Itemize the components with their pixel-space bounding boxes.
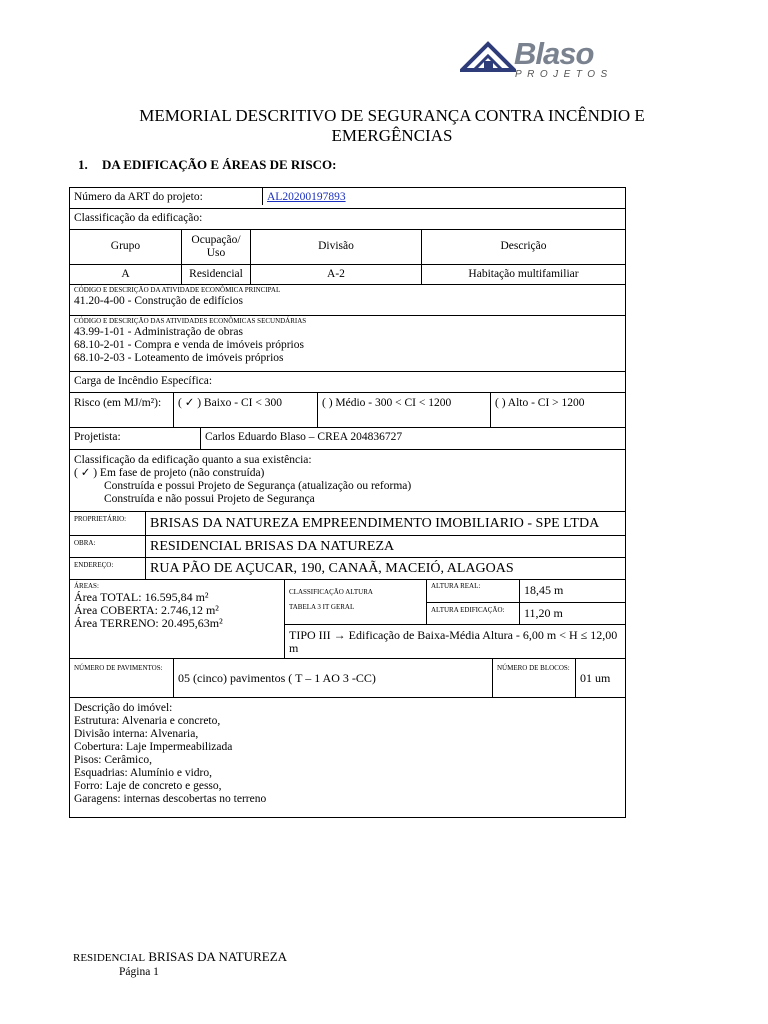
atividade-principal-label: CÓDIGO E DESCRIÇÃO DA ATIVIDADE ECONÔMICA PRINCIPAL	[74, 286, 281, 294]
proprietario-grid	[70, 512, 625, 579]
section-heading	[78, 157, 336, 173]
area-total: Área TOTAL: 16.595,84 m²	[74, 590, 209, 604]
section-title: DA EDIFICAÇÃO E ÁREAS DE RISCO:	[102, 157, 337, 172]
areas-label: ÁREAS:	[74, 582, 99, 590]
atividade-secundaria-item: 68.10-2-03 - Loteamento de imóveis próprios	[74, 352, 284, 364]
classificacao-altura-label: CLASSIFICAÇÃO ALTURA	[289, 588, 373, 596]
tipo-altura: TIPO III → Edificação de Baixa-Média Altura - 6,00 m < H ≤ 12,00 m	[285, 624, 626, 658]
pavimentos-value: 05 (cinco) pavimentos ( T – 1 AO 3 -CC)	[174, 659, 493, 697]
document-title: MEMORIAL DESCRITIVO DE SEGURANÇA CONTRA INCÊNDIO E EMERGÊNCIAS	[139, 106, 645, 145]
pavimentos-label: NÚMERO DE PAVIMENTOS:	[74, 664, 163, 672]
existencia-cell	[70, 450, 626, 512]
altura-edificacao-value: 11,20 m	[520, 602, 626, 624]
art-label: Número da ART do projeto:	[70, 188, 263, 205]
area-terreno: Área TERRENO: 20.495,63m²	[74, 616, 223, 630]
altura-real-label: ALTURA REAL:	[427, 580, 520, 602]
blocos-value: 01 um	[580, 670, 611, 685]
atividades-secundarias-label: CÓDIGO E DESCRIÇÃO DAS ATIVIDADES ECONÔMICAS SECUNDÁRIAS	[74, 317, 307, 325]
endereco-value: RUA PÃO DE AÇUCAR, 190, CANAÃ, MACEIÓ, ALAGOAS	[146, 557, 626, 579]
risco-grid	[70, 393, 625, 427]
proprietario-value: BRISAS DA NATUREZA EMPREENDIMENTO IMOBILIARIO - SPE LTDA	[150, 516, 600, 531]
existencia-label: Classificação da edificação quanto a sua existência:	[74, 454, 312, 466]
section-number: 1.	[78, 157, 88, 172]
descricao-item: Forro: Laje de concreto e gesso,	[74, 780, 222, 792]
footer-title-left: RESIDENCIAL	[73, 952, 146, 964]
altura-real-value: 18,45 m	[524, 583, 564, 597]
proprietario-label: PROPRIETÁRIO:	[70, 512, 146, 535]
company-logo	[460, 38, 642, 84]
atividade-principal-value: 41.20-4-00 - Construção de edifícios	[74, 295, 243, 307]
descricao-item: Garagens: internas descobertas no terreno	[74, 793, 267, 805]
projetista-grid	[70, 428, 625, 449]
footer-title-right: BRISAS DA NATUREZA	[148, 949, 288, 964]
pavimentos-grid	[70, 659, 625, 697]
endereco-label: ENDEREÇO:	[70, 557, 146, 579]
risco-label: Risco (em MJ/m²):	[70, 393, 174, 427]
descricao-item: Estrutura: Alvenaria e concreto,	[74, 715, 221, 727]
descricao-item: Divisão interna: Alvenaria,	[74, 728, 199, 740]
areas-grid	[70, 580, 625, 658]
value-divisao: A-2	[251, 264, 422, 284]
page-number: Página 1	[119, 966, 159, 978]
blocos-label-cell	[493, 659, 576, 697]
area-coberta: Área COBERTA: 2.746,12 m²	[74, 603, 219, 617]
areas-cell	[70, 580, 285, 658]
altura-edificacao-label: ALTURA EDIFICAÇÃO:	[427, 602, 520, 624]
header-divisao: Divisão	[251, 230, 422, 264]
pavimentos-label-cell	[70, 659, 174, 697]
existencia-option-sem-projeto: Construída e não possui Projeto de Segurança	[104, 493, 315, 505]
obra-value: RESIDENCIAL BRISAS DA NATUREZA	[146, 535, 626, 557]
value-descricao: Habitação multifamiliar	[422, 264, 626, 284]
atividades-secundarias-cell	[70, 316, 626, 372]
classificacao-label: Classificação da edificação:	[70, 209, 626, 230]
atividade-principal-cell	[70, 285, 626, 316]
risco-medio: ( ) Médio - 300 < CI < 1200	[318, 393, 491, 427]
tabela-label: TABELA 3 IT GERAL	[289, 603, 355, 611]
footer-title	[73, 949, 287, 965]
existencia-option-atualizacao: Construída e possui Projeto de Segurança (atualização ou reforma)	[104, 480, 412, 492]
risco-baixo: ( ✓ ) Baixo - CI < 300	[174, 393, 318, 427]
projetista-label: Projetista:	[70, 428, 201, 449]
art-link[interactable]: AL20200197893	[267, 191, 346, 203]
house-icon	[460, 40, 516, 74]
projetista-value: Carlos Eduardo Blaso – CREA 204836727	[205, 431, 403, 443]
building-table	[69, 187, 626, 818]
risco-alto: ( ) Alto - CI > 1200	[495, 397, 585, 409]
atividade-secundaria-item: 43.99-1-01 - Administração de obras	[74, 326, 243, 338]
classificacao-grid	[70, 230, 625, 284]
logo-subtitle: PROJETOS	[515, 69, 613, 80]
descricao-item: Cobertura: Laje Impermeabilizada	[74, 741, 233, 753]
atividade-secundaria-item: 68.10-2-01 - Compra e venda de imóveis próprios	[74, 339, 304, 351]
header-descricao: Descrição	[422, 230, 626, 264]
logo-brand: Blaso	[514, 36, 594, 71]
descricao-label: Descrição do imóvel:	[74, 702, 173, 714]
obra-label: OBRA:	[70, 535, 146, 557]
blocos-label: NÚMERO DE BLOCOS:	[497, 664, 570, 672]
descricao-item: Pisos: Cerâmico,	[74, 754, 152, 766]
descricao-cell	[70, 698, 626, 818]
carga-label: Carga de Incêndio Específica:	[70, 372, 626, 393]
classificacao-altura-cell	[285, 580, 427, 624]
value-ocupacao: Residencial	[182, 264, 251, 284]
existencia-option-projeto: ( ✓ ) Em fase de projeto (não construída)	[74, 467, 265, 479]
header-grupo: Grupo	[70, 230, 182, 264]
header-ocupacao: Ocupação/ Uso	[182, 230, 251, 264]
descricao-item: Esquadrias: Alumínio e vidro,	[74, 767, 212, 779]
value-grupo: A	[70, 264, 182, 284]
